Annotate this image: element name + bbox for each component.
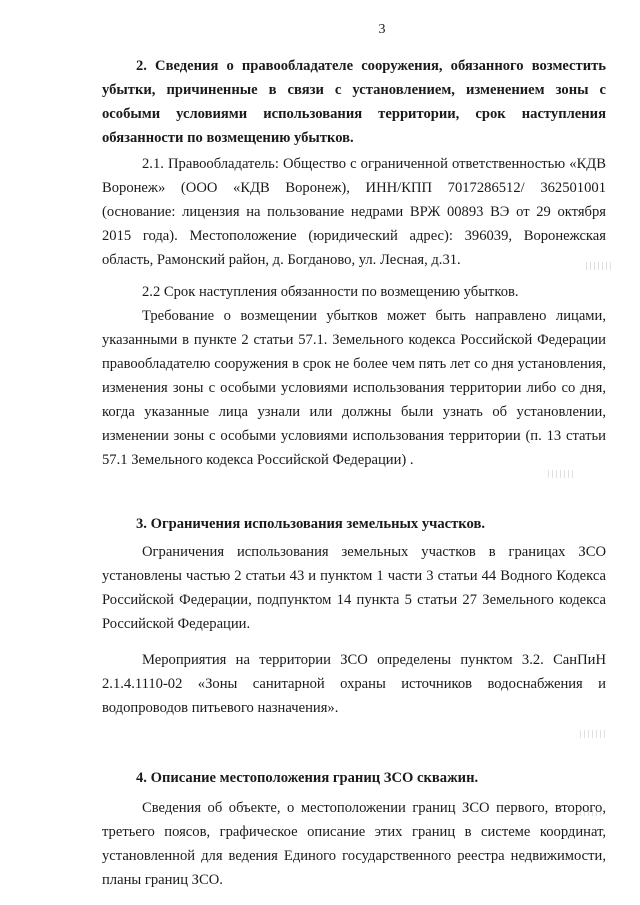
section-4-heading: 4. Описание местоположения границ ЗСО скважин.: [136, 770, 479, 786]
page-number: 3: [378, 22, 386, 37]
section-3-paragraph-2: Мероприятия на территории ЗСО определены пунктом 3.2. СанПиН 2.1.4.1110-02 «Зоны санитарной охраны источников водоснабжения и водопроводов питьевого назначения».: [102, 652, 606, 716]
scan-noise-mark: [586, 262, 612, 270]
scan-noise-mark: [580, 730, 606, 738]
section-4-paragraph: Сведения об объекте, о местоположении границ ЗСО первого, второго, третьего поясов, графическое описание этих границ в системе координат, установленной для ведения Единого государственного реестра недвижимости, планы границ ЗСО.: [102, 800, 606, 888]
section-2-2-body-paragraph: Требование о возмещении убытков может быть направлено лицами, указанными в пункте 2 статьи 57.1. Земельного кодекса Российской Федерации правообладателю сооружения в срок не более чем пять лет со дня установления, изменения зоны с особыми условиями использования территории либо со дня, когда указанные лица узнали или должны были узнать об установлении, изменении зоны с особыми условиями использования территории (п. 13 статьи 57.1 Земельного кодекса Российской Федерации) .: [102, 308, 606, 468]
scan-noise-mark: [548, 470, 574, 478]
section-2-1-paragraph: 2.1. Правообладатель: Общество с ограниченной ответственностью «КДВ Воронеж» (ООО «КДВ Воронеж), ИНН/КПП 7017286512/ 362501001 (основание: лицензия на пользование недрами ВРЖ 00893 ВЭ от 29 октября 2015 года). Местоположение (юридический адрес): 396039, Воронежская область, Рамонский район, д. Богданово, ул. Лесная, д.31.: [102, 156, 606, 268]
section-3-heading: 3. Ограничения использования земельных участков.: [136, 516, 485, 532]
section-3-paragraph-1: Ограничения использования земельных участков в границах ЗСО установлены частью 2 статьи 43 и пунктом 1 части 3 статьи 44 Водного Кодекса Российской Федерации, подпунктом 14 пункта 5 статьи 27 Земельного кодекса Российской Федерации.: [102, 544, 606, 632]
section-2-heading: 2. Сведения о правообладателе сооружения, обязанного возместить убытки, причиненные в связи с установлением, изменением зоны с особыми условиями использования территории, срок наступления обязанности по возмещению убытков.: [102, 58, 606, 146]
section-2-2-paragraph: 2.2 Срок наступления обязанности по возмещению убытков.: [142, 284, 519, 300]
scan-noise-mark: [576, 808, 602, 816]
